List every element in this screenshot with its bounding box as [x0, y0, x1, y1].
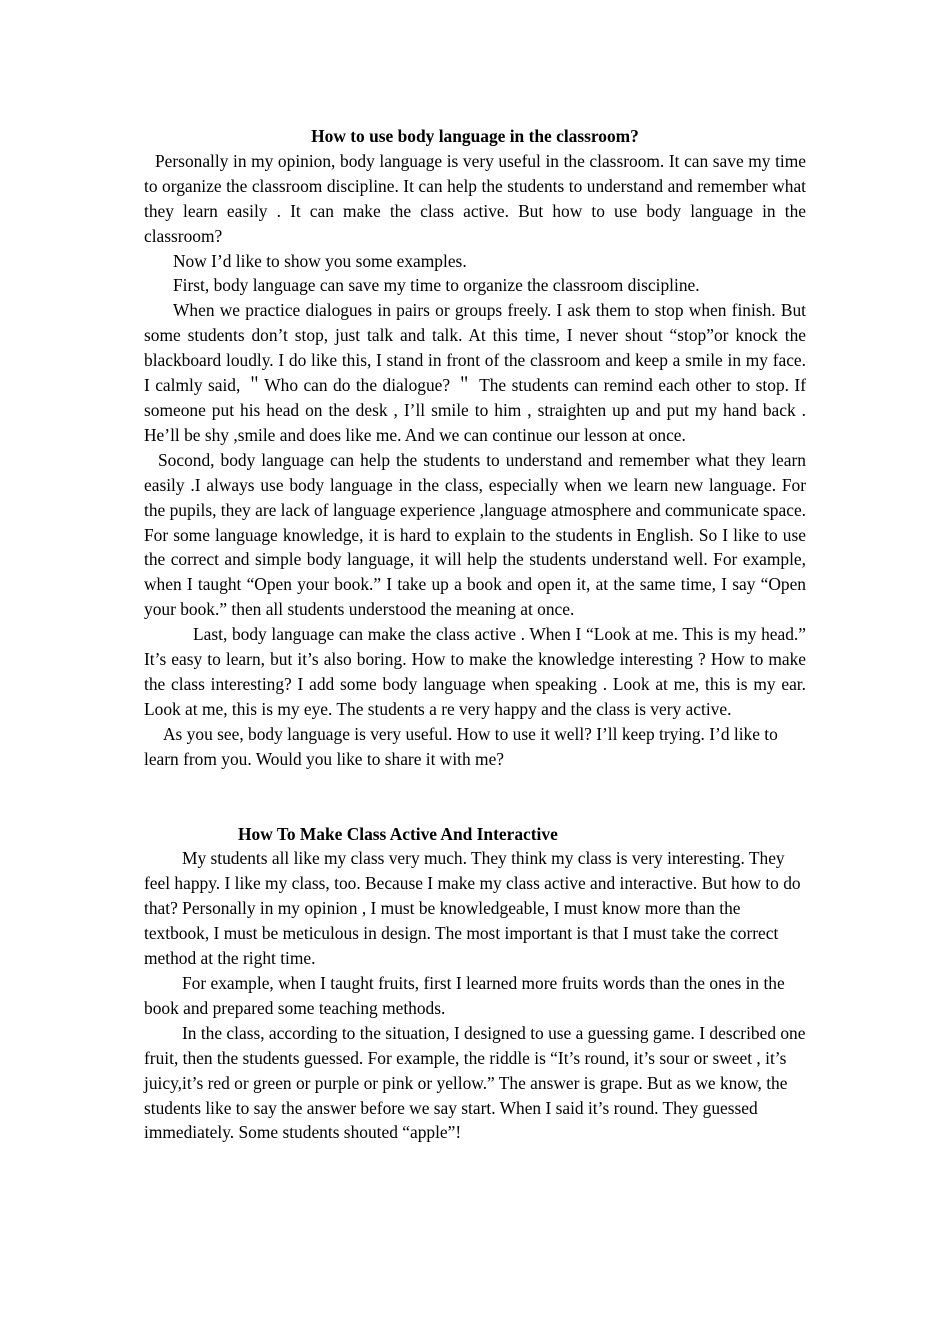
paragraph-guessing-game: In the class, according to the situation, I designed to use a guessing game. I described one fruit, then the students guessed. For example, the riddle is “It’s round, it’s sour or sweet , it’s juicy,it’s red or green or purple or pink or yellow.” The answer is grape. But as we know, the students like to say the answer before we say start. When I said it’s round. They guessed immediately. Some students shouted “apple”! — [144, 1022, 806, 1143]
paragraph-second: Socond, body language can help the students to understand and remember what they learn easily .I always use body language in the class, especially when we learn new language. For the pupils, they are lack of language experience ,language atmosphere and communicate space. For some language knowledge, it is hard to explain to the students in English. So I like to use the correct and simple body language, it will help the students understand well. For example, when I taught “Open your book.” I take up a book and open it, at the same time, I say “Open your book.” then all students understood the meaning at once. — [144, 449, 807, 620]
section-spacer — [144, 772, 806, 822]
paragraph-last: Last, body language can make the class active . When I “Look at me. This is my head.” It’s easy to learn, but it’s also boring. How to make the knowledge interesting ? How to make the class interesting? I add some body language when speaking . Look at me, this is my ear. Look at me, this is my eye. The students a re very happy and the class is very active. — [144, 624, 806, 719]
paragraph-examples: Now I’d like to show you some examples. — [173, 250, 467, 271]
paragraph-fruits: For example, when I taught fruits, first I learned more fruits words than the ones in the book and prepared some teaching methods. — [144, 973, 785, 1018]
paragraph-dialogues: When we practice dialogues in pairs or groups freely. I ask them to stop when finish. But some students don’t stop, just talk and talk. At this time, I never shout “stop”or knock the blackboard loudly. I do like this, I stand in front of the classroom and keep a smile in my face. I calmly said, ＂Who can do the dialogue? ＂ The students can remind each other to stop. If someone put his head on the desk , I’ll smile to him , straighten up and put my hand back . He’ll be shy ,smile and does like me. And we can continue our lesson at once. — [144, 300, 806, 445]
paragraph-intro: Personally in my opinion, body language is very useful in the classroom. It can save my time to organize the classroom discipline. It can help the students to understand and remember what they learn easily . It can make the class active. But how to use body language in the classroom? — [144, 150, 806, 246]
article-title-body-language: How to use body language in the classroom? — [311, 126, 639, 146]
article-title-class-active: How To Make Class Active And Interactive — [238, 823, 558, 844]
paragraph-students-like: My students all like my class very much. They think my class is very interesting. They feel happy. I like my class, too. Because I make my class active and interactive. But how to do that? Personally in my opinion , I must be knowledgeable, I must know more than the textbook, I must be meticulous in design. The most important is that I must take the correct method at the right time. — [144, 848, 801, 969]
paragraph-conclusion: As you see, body language is very useful. How to use it well? I’ll keep trying. I’d like to learn from you. Would you like to share it with me? — [144, 723, 778, 769]
document-page — [144, 124, 806, 1145]
paragraph-first: First, body language can save my time to organize the classroom discipline. — [173, 275, 700, 296]
